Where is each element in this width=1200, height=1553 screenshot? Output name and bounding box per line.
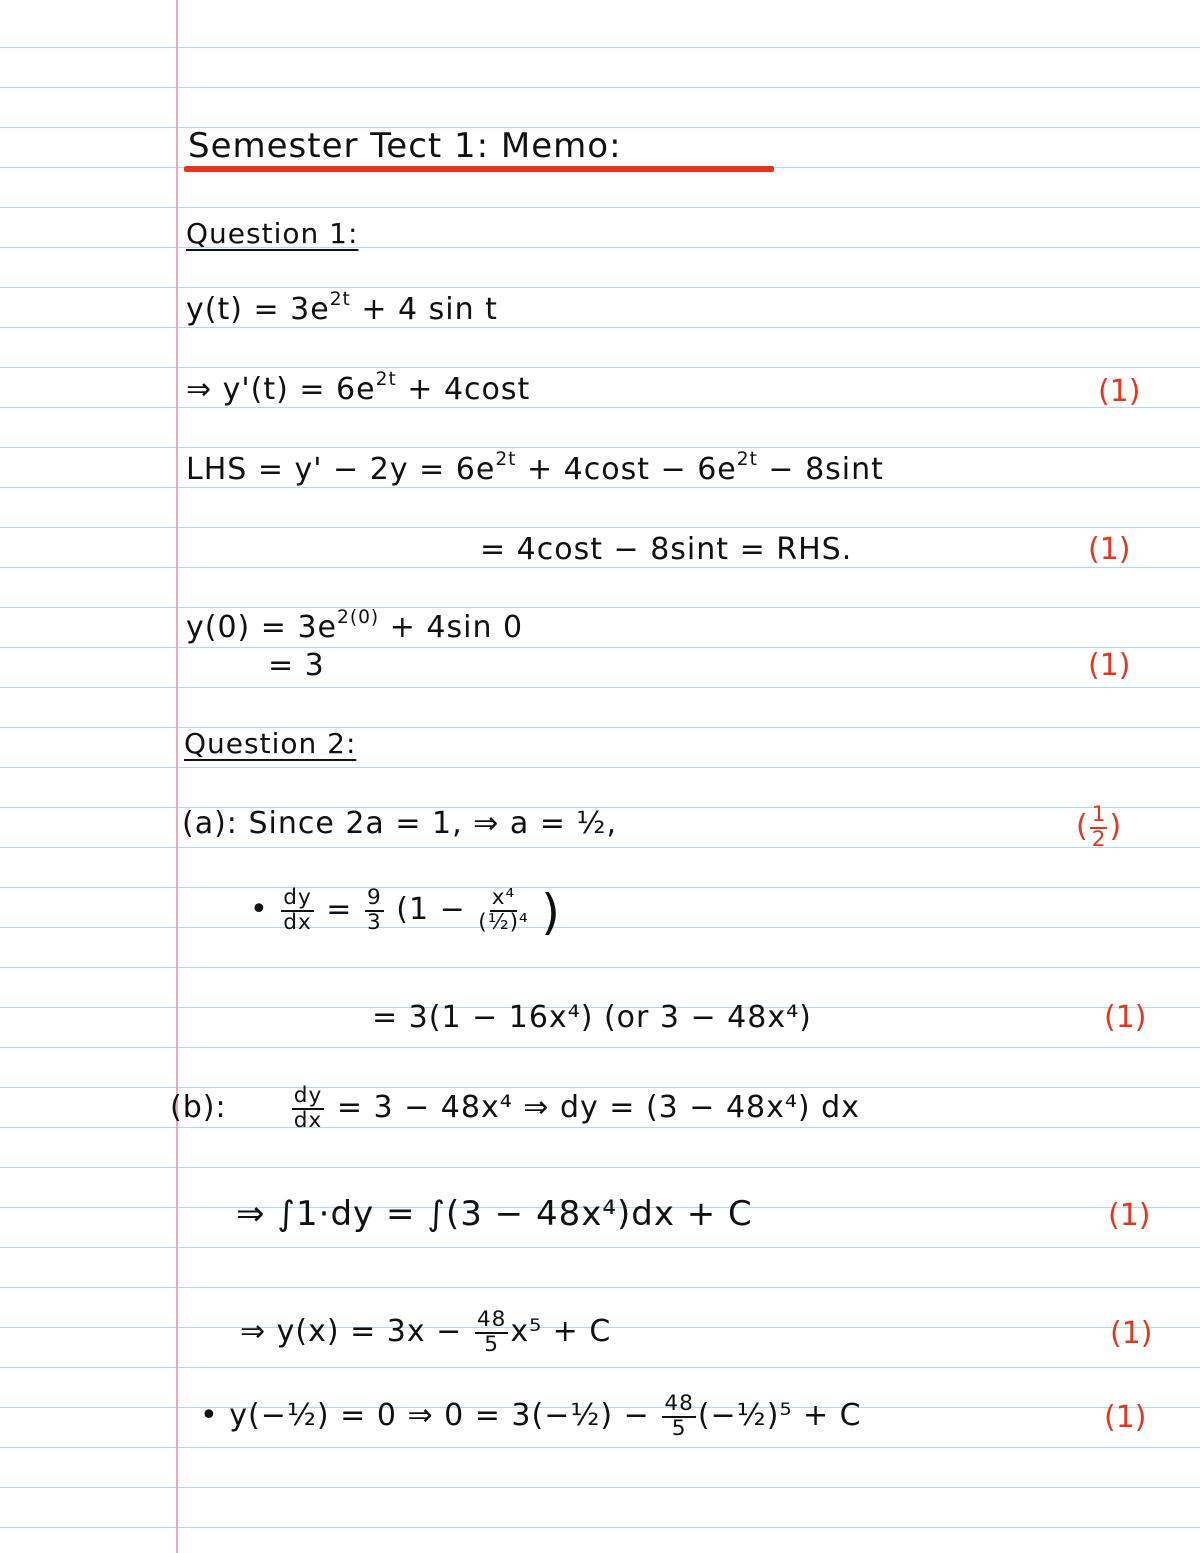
mark-half-num: 1 — [1091, 802, 1106, 827]
q1-lhs-line — [186, 450, 884, 490]
q2b-dydx-den: dx — [293, 1107, 323, 1133]
dydx-num: dy — [283, 884, 312, 910]
q2b-ic-5: 5 — [671, 1415, 687, 1441]
q2b-integral-line: ⇒ ∫1·dy = ∫(3 − 48x⁴)dx + C — [236, 1194, 753, 1234]
mark-q2a-half: ( $\frac{1}{2}$ ) — [1076, 802, 1122, 852]
q1-y-lhs: y(t) = 3e — [186, 292, 330, 327]
bullet: • — [250, 892, 269, 927]
dydx-den: dx — [283, 909, 312, 935]
q1-dy-exponent: 2t — [375, 369, 397, 391]
mark-q2b-ic: (1) — [1104, 1400, 1147, 1435]
q1-y0-b: + 4sin 0 — [379, 610, 524, 645]
margin-line — [176, 0, 178, 1553]
question-1-heading: Question 1: — [186, 217, 359, 250]
q2b-ic-fraction — [662, 1390, 695, 1441]
q2b-5: 5 — [484, 1331, 499, 1357]
q2b-ic-line — [200, 1386, 862, 1446]
q2b-eq-rest: = 3 − 48x⁴ ⇒ dy = (3 − 48x⁴) dx — [336, 1090, 860, 1125]
dydx-fraction — [281, 884, 314, 935]
x4-num: x⁴ — [491, 884, 516, 910]
q1-dy-lhs: ⇒ y'(t) = 6e — [186, 372, 376, 407]
q2a-result-line: = 3(1 − 16x⁴) (or 3 − 48x⁴) — [372, 1000, 812, 1035]
q2b-ic-a: • y(−½) = 0 ⇒ 0 = 3(−½) − — [200, 1398, 650, 1433]
q2a-dydx-line: • $\frac{dy}{dx}$ = $\frac{9}{3}$ (1 − $\frac{\text{x⁴}}{\text{(½)⁴}}$ ) — [250, 884, 561, 941]
coef-fraction — [365, 884, 384, 935]
q1-y0-line — [186, 608, 523, 648]
q1-y0-exp: 2(0) — [337, 607, 380, 629]
q2b-y-a: ⇒ y(x) = 3x − — [240, 1314, 463, 1349]
q2b-48-5-fraction — [475, 1306, 508, 1357]
q1-y-exponent: 2t — [329, 289, 351, 311]
mark-half-den: 2 — [1091, 826, 1106, 852]
coef-den: 3 — [366, 909, 382, 935]
q2b-ic-48: 48 — [664, 1390, 694, 1416]
mark-q2b-integral: (1) — [1108, 1198, 1151, 1233]
q1-y-equation — [186, 290, 498, 330]
q1-y0-result: = 3 — [268, 648, 325, 683]
title-underline — [184, 166, 774, 172]
question-2-heading: Question 2: — [184, 727, 357, 760]
q2b-48: 48 — [476, 1306, 507, 1332]
q2b-dydx-num: dy — [293, 1082, 323, 1108]
q2a-label: (a): — [182, 806, 238, 841]
q1-dy-rest: + 4cost — [396, 372, 531, 407]
eq1-open: (1 − — [396, 892, 466, 927]
q1-derivative — [186, 370, 530, 410]
q1-lhs-exp2: 2t — [736, 449, 758, 471]
eq1-close: ) — [541, 884, 561, 941]
mark-q2a: (1) — [1104, 1000, 1147, 1035]
q1-y0-a: y(0) = 3e — [186, 610, 338, 645]
q1-lhs-c: − 8sint — [757, 452, 884, 487]
q1-lhs-a: LHS = y' − 2y = 6e — [186, 452, 496, 487]
q1-y-rest: + 4 sin t — [350, 292, 498, 327]
q1-lhs-exp1: 2t — [495, 449, 517, 471]
mark-q1-3: (1) — [1088, 648, 1131, 683]
q2b-label: (b): — [170, 1090, 227, 1125]
q2a-since-line — [182, 804, 617, 844]
mark-q1-2: (1) — [1088, 532, 1131, 567]
q1-lhs-b: + 4cost − 6e — [516, 452, 737, 487]
mark-q2b-y: (1) — [1110, 1316, 1153, 1351]
q2b-y-b: x⁵ + C — [510, 1314, 612, 1349]
q2b-dydx-fraction — [292, 1082, 325, 1133]
q2a-since: Since 2a = 1, ⇒ a = ½, — [248, 806, 618, 841]
x4-den: (½)⁴ — [478, 909, 529, 935]
x4-fraction — [478, 884, 529, 935]
q1-rhs-line: = 4cost − 8sint = RHS. — [480, 532, 853, 567]
mark-q1-1: (1) — [1098, 374, 1141, 409]
page-title: Semester Tect 1: Memo: — [188, 126, 622, 166]
q2b-y-line — [240, 1302, 611, 1362]
coef-num: 9 — [366, 884, 382, 910]
q2b-line — [170, 1078, 860, 1138]
q2b-ic-b: (−½)⁵ + C — [697, 1398, 862, 1433]
